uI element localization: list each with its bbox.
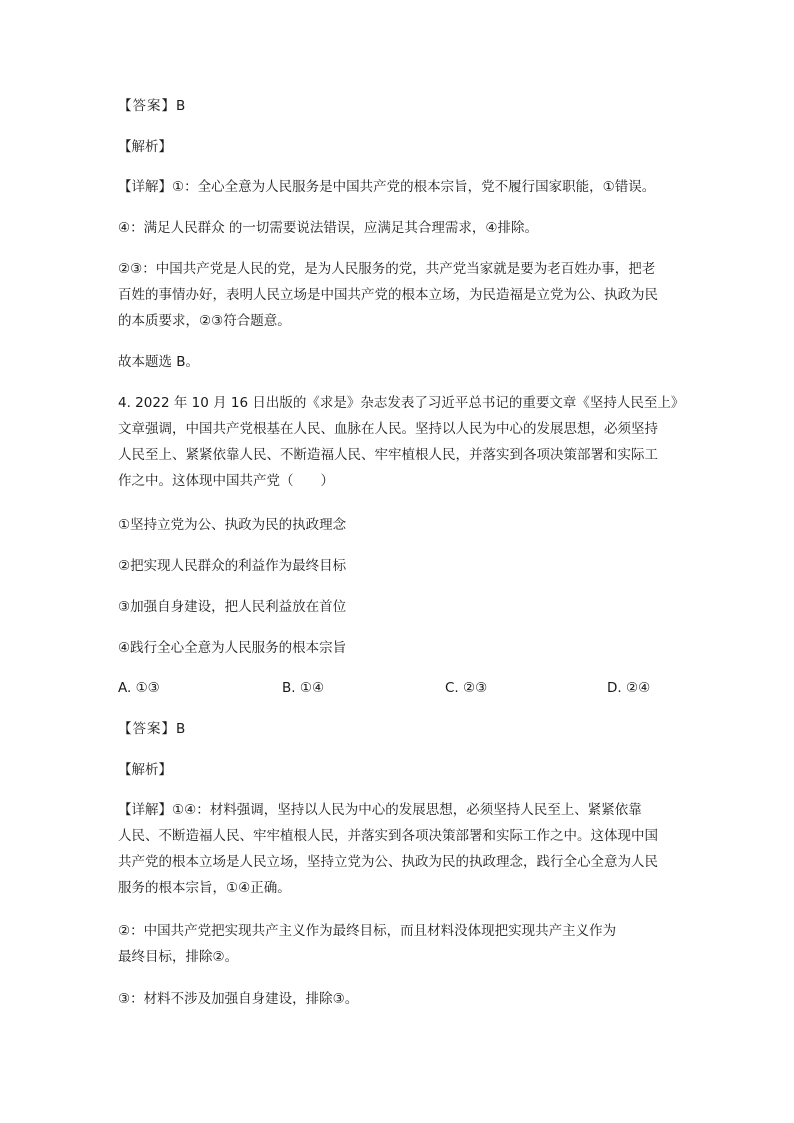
explanation-line: 的本质要求，②③符合题意。 [118, 313, 291, 329]
question-stem: 文章强调，中国共产党根基在人民、血脉在人民。坚持以人民为中心的发展思想，必须坚持 [118, 421, 658, 437]
explanation-line: 服务的根本宗旨，①④正确。 [118, 880, 291, 896]
explanation-line: 共产党的根本立场是人民立场，坚持立党为公、执政为民的执政理念，践行全心全意为人民 [118, 854, 658, 870]
answer-line-2 [118, 720, 185, 738]
choice-d: D. ②④ [607, 680, 651, 696]
answer-value: B [176, 98, 186, 114]
question-item: ①坚持立党为公、执政为民的执政理念 [118, 517, 347, 533]
question-stem: 4. 2022 年 10 月 16 日出版的《求是》杂志发表了习近平总书记的重要文章《坚持人民至上》 [118, 395, 685, 411]
question-stem: 作之中。这体现中国共产党（ ） [118, 473, 334, 489]
answer-label: 【答案】 [118, 721, 176, 737]
explanation-line: ④：满足人民群众 的一切需要说法错误，应满足其合理需求，④排除。 [118, 220, 538, 236]
explanation-line: ②：中国共产党把实现共产主义作为最终目标，而且材料没体现把实现共产主义作为 [118, 923, 617, 939]
question-item: ④践行全心全意为人民服务的根本宗旨 [118, 640, 347, 656]
explanation-line: 人民、不断造福人民、牢牢植根人民，并落实到各项决策部署和实际工作之中。这体现中国 [118, 828, 658, 844]
detail-text: ①④：材料强调，坚持以人民为中心的发展思想，必须坚持人民至上、紧紧依靠 [172, 802, 642, 818]
question-stem: 人民至上、紧紧依靠人民、不断造福人民、牢牢植根人民，并落实到各项决策部署和实际工 [118, 447, 658, 463]
detail-line-2 [118, 801, 642, 819]
answer-value: B [176, 721, 186, 737]
analysis-heading-2: 【解析】 [118, 762, 172, 778]
conclusion-line: 故本题选 B。 [118, 354, 200, 370]
question-item: ③加强自身建设，把人民利益放在首位 [118, 599, 347, 615]
explanation-line: ③：材料不涉及加强自身建设，排除③。 [118, 991, 359, 1007]
detail-line-1 [118, 178, 655, 196]
detail-label: 【详解】 [118, 179, 172, 195]
detail-label: 【详解】 [118, 802, 172, 818]
answer-line-1 [118, 97, 185, 115]
explanation-line: 百姓的事情办好，表明人民立场是中国共产党的根本立场，为民造福是立党为公、执政为民 [118, 287, 658, 303]
choice-c: C. ②③ [445, 680, 488, 696]
explanation-line: 最终目标，排除②。 [118, 949, 239, 965]
choice-a: A. ①③ [118, 680, 160, 696]
answer-label: 【答案】 [118, 98, 176, 114]
detail-text: ①：全心全意为人民服务是中国共产党的根本宗旨，党不履行国家职能，①错误。 [172, 179, 656, 195]
analysis-heading-1: 【解析】 [118, 139, 172, 155]
explanation-line: ②③：中国共产党是人民的党，是为人民服务的党，共产党当家就是要为老百姓办事，把老 [118, 261, 656, 277]
choice-b: B. ①④ [282, 680, 325, 696]
question-item: ②把实现人民群众的利益作为最终目标 [118, 558, 347, 574]
